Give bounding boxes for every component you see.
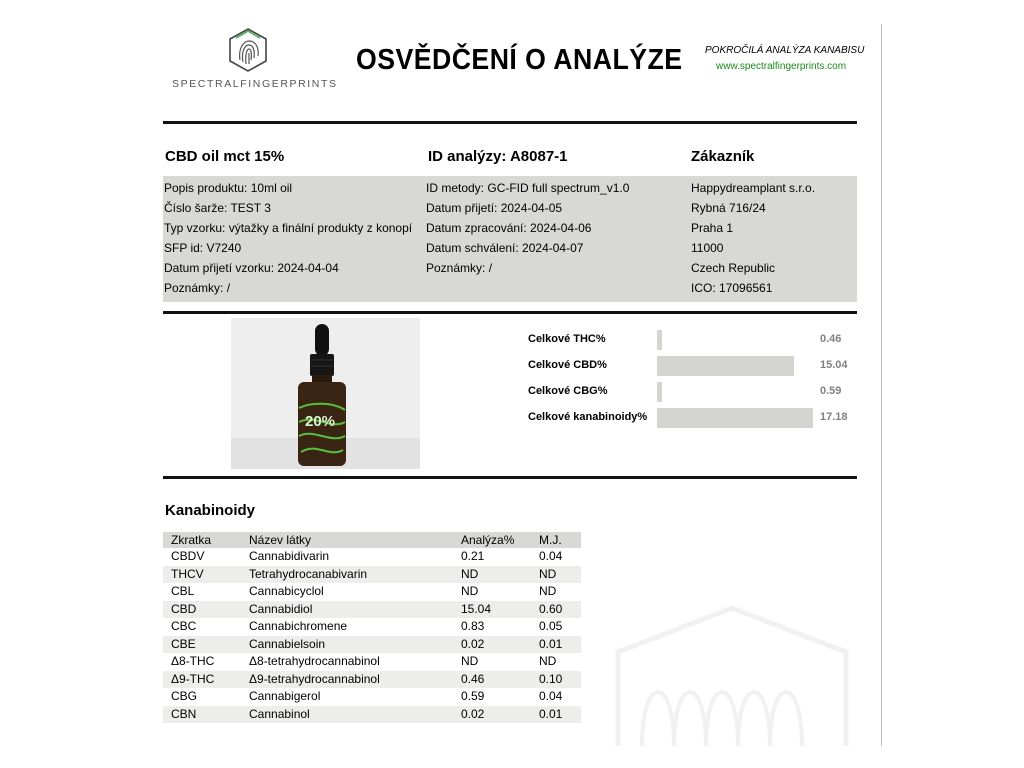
analysis-cell: ND — [461, 584, 479, 598]
abbr-cell: Δ8-THC — [171, 654, 215, 668]
table-header-row — [163, 532, 581, 548]
customer-city: Praha 1 — [691, 221, 734, 235]
total-bar-fill — [657, 408, 813, 428]
table-row — [163, 548, 581, 566]
divider-middle — [163, 311, 857, 314]
analysis-cell: 0.02 — [461, 706, 485, 721]
sample-type: Typ vzorku: výtažky a finální produkty z konopí — [164, 221, 413, 235]
sample-received-date: Datum přijetí vzorku: 2024-04-04 — [164, 261, 339, 275]
cannabinoid-table — [163, 532, 581, 723]
abbr-cell: CBD — [171, 601, 197, 616]
total-value: 0.46 — [820, 333, 842, 345]
analysis-cell: 0.21 — [461, 549, 485, 563]
abbr-cell: CBDV — [171, 549, 205, 563]
total-bar — [657, 356, 813, 376]
total-bar-fill — [657, 382, 662, 402]
header-subtitle: POKROČILÁ ANALÝZA KANABISU — [705, 45, 865, 56]
website-link[interactable]: www.spectralfingerprints.com — [716, 61, 847, 72]
unit-cell: 0.60 — [539, 601, 563, 616]
name-cell: Δ8-tetrahydrocannabinol — [249, 654, 380, 668]
page-title: OSVĚDČENÍ O ANALÝZE — [356, 44, 683, 76]
divider-top — [163, 121, 857, 124]
abbr-cell: Δ9-THC — [171, 671, 215, 686]
table-row — [163, 688, 581, 706]
analysis-cell: 0.46 — [461, 671, 485, 686]
customer-header: Zákazník — [691, 148, 755, 165]
abbr-cell: CBN — [171, 706, 197, 721]
abbr-cell: THCV — [171, 566, 204, 581]
table-row — [163, 601, 581, 619]
name-cell: Cannabidivarin — [249, 549, 330, 563]
approved-date: Datum schválení: 2024-04-07 — [426, 241, 584, 255]
unit-cell: 0.01 — [539, 636, 563, 651]
total-value: 15.04 — [820, 359, 848, 371]
unit-cell: 0.01 — [539, 706, 563, 721]
customer-zip: 11000 — [691, 241, 724, 255]
logo-wordmark: SPECTRALFINGERPRINTS — [172, 78, 338, 90]
bottle-label-text: 20% — [305, 413, 336, 430]
table-row — [163, 583, 581, 601]
unit-cell: 0.04 — [539, 689, 563, 703]
sfp-id: SFP id: V7240 — [164, 241, 242, 255]
table-row — [163, 566, 581, 584]
total-bar-fill — [657, 330, 662, 350]
batch-number: Číslo šarže: TEST 3 — [164, 201, 271, 215]
unit-cell: 0.04 — [539, 549, 563, 563]
product-name: CBD oil mct 15% — [165, 148, 285, 165]
page-right-border — [881, 24, 882, 746]
analysis-id: ID analýzy: A8087-1 — [428, 148, 568, 165]
analysis-cell: 0.02 — [461, 636, 485, 651]
total-bar-fill — [657, 356, 794, 376]
table-row — [163, 706, 581, 724]
unit-cell: ND — [539, 584, 557, 598]
analysis-notes: Poznámky: / — [426, 261, 493, 275]
processed-date: Datum zpracování: 2024-04-06 — [426, 221, 592, 235]
analysis-cell: ND — [461, 566, 479, 581]
analysis-cell: 0.83 — [461, 619, 485, 633]
dropper-bottle-icon — [231, 318, 420, 469]
analysis-cell: 0.59 — [461, 689, 485, 703]
table-body — [163, 548, 581, 723]
abbr-cell: CBC — [171, 619, 197, 633]
total-bar — [657, 382, 813, 402]
analysis-cell: 15.04 — [461, 601, 492, 616]
total-label: Celkové THC% — [528, 333, 606, 345]
customer-country: Czech Republic — [691, 261, 776, 275]
unit-cell: ND — [539, 654, 557, 668]
table-row — [163, 618, 581, 636]
cannabinoids-title: Kanabinoidy — [165, 502, 256, 519]
name-cell: Cannabielsoin — [249, 636, 326, 651]
abbr-cell: CBL — [171, 584, 195, 598]
method-id: ID metody: GC-FID full spectrum_v1.0 — [426, 181, 630, 195]
total-label: Celkové CBG% — [528, 385, 608, 397]
customer-name: Happydreamplant s.r.o. — [691, 181, 816, 195]
abbr-cell: CBG — [171, 689, 198, 703]
product-photo — [231, 318, 420, 469]
analysis-details — [426, 176, 629, 278]
sample-notes: Poznámky: / — [164, 281, 231, 295]
customer-street: Rybná 716/24 — [691, 201, 766, 215]
table-row — [163, 636, 581, 654]
total-bar — [657, 330, 813, 350]
table-row — [163, 671, 581, 689]
total-label: Celkové CBD% — [528, 359, 607, 371]
total-bar — [657, 408, 813, 428]
total-label: Celkové kanabinoidy% — [528, 411, 648, 423]
col-header-analysis: Analýza% — [461, 533, 515, 547]
name-cell: Cannabinol — [249, 706, 310, 721]
col-header-abbr: Zkratka — [171, 533, 212, 547]
unit-cell: ND — [539, 566, 557, 581]
abbr-cell: CBE — [171, 636, 196, 651]
total-value: 17.18 — [820, 411, 848, 423]
total-value: 0.59 — [820, 385, 842, 397]
table-row — [163, 653, 581, 671]
customer-ico: ICO: 17096561 — [691, 281, 773, 295]
customer-details — [691, 176, 815, 298]
watermark-logo-icon — [612, 604, 852, 746]
unit-cell: 0.05 — [539, 619, 563, 633]
name-cell: Cannabidiol — [249, 601, 313, 616]
sample-details — [164, 176, 412, 298]
analysis-cell: ND — [461, 654, 479, 668]
col-header-unit: M.J. — [539, 533, 562, 547]
divider-bottom — [163, 476, 857, 479]
name-cell: Cannabicyclol — [249, 584, 324, 598]
received-date: Datum přijetí: 2024-04-05 — [426, 201, 563, 215]
col-header-name: Název látky — [249, 533, 312, 547]
name-cell: Cannabigerol — [249, 689, 321, 703]
name-cell: Cannabichromene — [249, 619, 348, 633]
name-cell: Tetrahydrocanabivarin — [249, 566, 368, 581]
sample-description: Popis produktu: 10ml oil — [164, 181, 293, 195]
unit-cell: 0.10 — [539, 671, 563, 686]
name-cell: Δ9-tetrahydrocannabinol — [249, 671, 380, 686]
